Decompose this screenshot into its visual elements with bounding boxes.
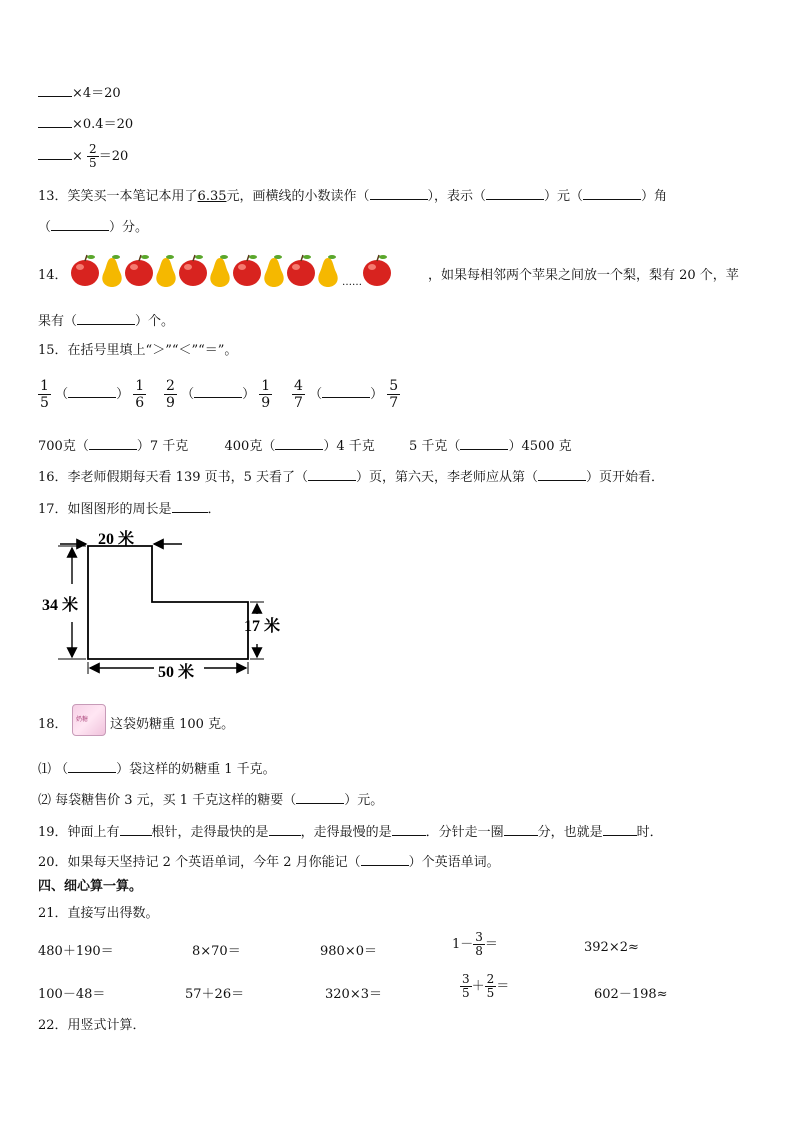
question-14-text: ，如果每相邻两个苹果之间放一个梨，梨有 20 个，苹 — [428, 268, 739, 283]
question-18-sub1: ⑴ （ ）袋这样的奶糖重 1 千克。 — [38, 762, 276, 777]
fraction-compare-1: $\frac{1}{5}$ （ ） $\frac{1}{6}$ — [40, 378, 145, 411]
pear-icon — [156, 255, 175, 287]
answer-blank[interactable] — [504, 822, 538, 836]
question-22: 22．用竖式计算． — [38, 1018, 146, 1033]
question-17: 17．如图图形的周长是 ． — [38, 499, 221, 519]
question-15-title: 15．在括号里填上“＞”“＜”“＝”。 — [38, 343, 238, 358]
question-13: 13．笑笑买一本笔记本用了6.35元，画横线的小数读作（ ），表示（ ）元（ ）角 — [38, 189, 668, 204]
question-19: 19．钟面上有 根针，走得最快的是 ，走得最慢的是 ．分针走一圈 分，也就是 时． — [38, 822, 663, 842]
answer-blank[interactable] — [38, 146, 72, 160]
pear-icon — [102, 255, 121, 287]
answer-blank[interactable] — [370, 187, 428, 200]
apple-icon — [233, 255, 261, 286]
answer-blank[interactable] — [172, 499, 208, 513]
question-18-text: 这袋奶糖重 100 克。 — [110, 717, 235, 732]
fruit-row — [70, 252, 430, 290]
pear-icon — [264, 255, 283, 287]
calc-item: 480＋190＝ — [38, 944, 114, 959]
answer-blank[interactable] — [460, 437, 508, 450]
answer-blank[interactable] — [194, 385, 242, 398]
answer-blank[interactable] — [89, 437, 137, 450]
answer-blank[interactable] — [51, 218, 109, 231]
apple-icon — [71, 255, 99, 286]
answer-blank[interactable] — [120, 822, 152, 836]
answer-blank[interactable] — [603, 822, 637, 836]
question-14-number: 14． — [38, 268, 68, 283]
calc-item-fraction: $\frac{3}{5}$ ＋ $\frac{2}{5}$ ＝ — [462, 972, 510, 1000]
calc-item: 100－48＝ — [38, 987, 106, 1002]
weight-compare-row: 700克（ ）7 千克 400克（ ）4 千克 5 千克（ ）4500 克 — [38, 439, 572, 454]
candy-bag-icon: 奶糖 — [72, 704, 106, 736]
underlined-decimal: 6.35 — [197, 189, 227, 204]
calc-item: 602－198≈ — [594, 987, 668, 1002]
answer-blank[interactable] — [38, 114, 72, 128]
fraction-compare-3: $\frac{4}{7}$ （ ） $\frac{5}{7}$ — [294, 378, 399, 411]
question-16: 16．李老师假期每天看 139 页书，5 天看了（ ）页，第六天，李老师应从第（ ）页开始看． — [38, 470, 665, 485]
calc-item: 320×3＝ — [325, 987, 382, 1002]
answer-blank[interactable] — [296, 791, 344, 804]
q12-line2: ×0.4＝20 — [38, 114, 133, 134]
fraction: $\frac{2}{5}$ — [89, 142, 97, 170]
answer-blank[interactable] — [538, 468, 586, 481]
label-left: 34 米 — [42, 597, 79, 614]
question-21-title: 21．直接写出得数。 — [38, 906, 159, 921]
apple-icon — [363, 255, 391, 286]
pear-icon — [210, 255, 229, 287]
fraction-compare-2: $\frac{2}{9}$ （ ） $\frac{1}{9}$ — [166, 378, 271, 411]
answer-blank[interactable] — [361, 853, 409, 866]
answer-blank[interactable] — [269, 822, 301, 836]
answer-blank[interactable] — [68, 760, 116, 773]
answer-blank[interactable] — [583, 187, 641, 200]
fruit-drawing — [70, 252, 430, 290]
calc-item-fraction: 1－ $\frac{3}{8}$ ＝ — [452, 930, 498, 958]
answer-blank[interactable] — [486, 187, 544, 200]
calc-item: 8×70＝ — [192, 944, 241, 959]
pear-icon — [318, 255, 337, 287]
label-top: 20 米 — [98, 531, 135, 548]
question-20: 20．如果每天坚持记 2 个英语单词，今年 2 月你能记（ ）个英语单词。 — [38, 855, 500, 870]
label-bottom: 50 米 — [158, 664, 195, 681]
shape-outline — [88, 546, 248, 659]
question-18-sub2: ⑵ 每袋糖售价 3 元，买 1 千克这样的糖要（ ）元。 — [38, 793, 384, 808]
ellipsis: …… — [342, 277, 362, 288]
answer-blank[interactable] — [308, 468, 356, 481]
calc-item: 392×2≈ — [584, 940, 639, 955]
apple-icon — [125, 255, 153, 286]
answer-blank[interactable] — [392, 822, 426, 836]
answer-blank[interactable] — [77, 312, 135, 325]
apple-icon — [287, 255, 315, 286]
answer-blank[interactable] — [68, 385, 116, 398]
question-13-line2: （ ）分。 — [38, 220, 149, 235]
calc-item: 980×0＝ — [320, 944, 377, 959]
calc-item: 57＋26＝ — [185, 987, 245, 1002]
answer-blank[interactable] — [38, 83, 72, 97]
answer-blank[interactable] — [322, 385, 370, 398]
apple-icon — [179, 255, 207, 286]
question-14-line2: 果有（ ）个。 — [38, 314, 175, 329]
section-heading: 四、细心算一算。 — [38, 879, 143, 894]
l-shape-figure — [36, 526, 306, 686]
answer-blank[interactable] — [275, 437, 323, 450]
q12-line3: × $\frac{2}{5}$ ＝20 — [38, 143, 128, 170]
q12-line1: ×4＝20 — [38, 83, 121, 103]
label-right: 17 米 — [244, 618, 281, 635]
question-18-number: 18． — [38, 717, 68, 732]
